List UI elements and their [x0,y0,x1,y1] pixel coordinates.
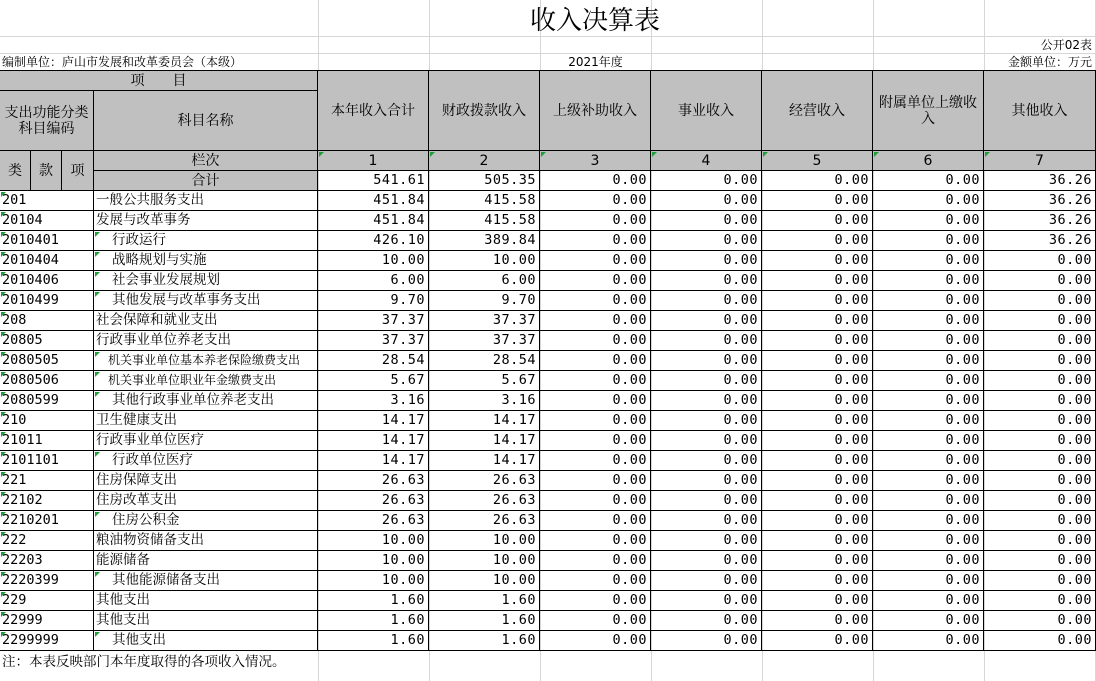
value-cell-5: 0.00 [762,551,873,570]
value-cell-3: 0.00 [540,491,651,510]
value-cell-4: 0.00 [651,571,762,590]
value-cell-3: 0.00 [540,591,651,610]
value-cell-1: 426.10 [318,231,429,250]
column-header-4: 事业收入 [651,71,762,151]
subject-code: 210 [0,411,94,430]
table-row [0,351,1096,371]
value-cell-2: 14.17 [429,451,540,470]
value-cell-3: 0.00 [540,511,651,530]
value-cell-5: 0.00 [762,291,873,310]
subject-name: 发展与改革事务 [94,211,318,230]
subject-name: 其他支出 [94,611,318,630]
subject-code: 221 [0,471,94,490]
subject-code: 222 [0,531,94,550]
report-year: 2021年度 [568,55,623,69]
value-cell-4: 0.00 [651,331,762,350]
subject-name-header: 科目名称 [94,91,318,151]
value-cell-1: 14.17 [318,451,429,470]
value-cell-4: 0.00 [651,531,762,550]
value-cell-2: 5.67 [429,371,540,390]
value-cell-6: 0.00 [873,571,984,590]
value-cell-4: 0.00 [651,451,762,470]
subject-name: 其他能源储备支出 [94,571,318,590]
value-cell-4: 0.00 [651,551,762,570]
total-value-5: 0.00 [762,171,873,190]
value-cell-1: 10.00 [318,531,429,550]
value-cell-1: 10.00 [318,251,429,270]
table-row [0,251,1096,271]
value-cell-1: 28.54 [318,351,429,370]
value-cell-7: 36.26 [984,231,1096,250]
value-cell-2: 415.58 [429,191,540,210]
value-cell-6: 0.00 [873,551,984,570]
table-row [0,311,1096,331]
subject-name: 住房公积金 [94,511,318,530]
value-cell-7: 0.00 [984,551,1096,570]
value-cell-6: 0.00 [873,431,984,450]
value-cell-5: 0.00 [762,491,873,510]
column-header-5: 经营收入 [762,71,873,151]
value-cell-2: 26.63 [429,511,540,530]
value-cell-6: 0.00 [873,531,984,550]
footnote: 注：本表反映部门本年度取得的各项收入情况。 [2,654,286,670]
value-cell-3: 0.00 [540,391,651,410]
value-cell-6: 0.00 [873,371,984,390]
value-cell-7: 36.26 [984,191,1096,210]
column-number-6: 6 [873,151,984,171]
column-header-1: 本年收入合计 [318,71,429,151]
table-row [0,211,1096,231]
value-cell-7: 0.00 [984,491,1096,510]
value-cell-3: 0.00 [540,611,651,630]
value-cell-2: 6.00 [429,271,540,290]
table-row [0,411,1096,431]
value-cell-2: 26.63 [429,471,540,490]
subject-name: 行政事业单位养老支出 [94,331,318,350]
value-cell-2: 389.84 [429,231,540,250]
value-cell-6: 0.00 [873,231,984,250]
column-header-3: 上级补助收入 [540,71,651,151]
subject-name: 行政事业单位医疗 [94,431,318,450]
column-number-7: 7 [984,151,1096,171]
value-cell-1: 10.00 [318,551,429,570]
subject-code: 2010401 [0,231,94,250]
value-cell-4: 0.00 [651,431,762,450]
value-cell-2: 10.00 [429,531,540,550]
column-header-6: 附属单位上缴收入 [873,71,984,151]
value-cell-6: 0.00 [873,351,984,370]
value-cell-5: 0.00 [762,451,873,470]
table-number: 公开02表 [1040,38,1092,52]
value-cell-4: 0.00 [651,591,762,610]
value-cell-1: 37.37 [318,311,429,330]
value-cell-3: 0.00 [540,351,651,370]
value-cell-1: 26.63 [318,491,429,510]
total-value-4: 0.00 [651,171,762,190]
subject-name: 粮油物资储备支出 [94,531,318,550]
value-cell-1: 9.70 [318,291,429,310]
value-cell-3: 0.00 [540,411,651,430]
value-cell-5: 0.00 [762,471,873,490]
value-cell-5: 0.00 [762,531,873,550]
value-cell-3: 0.00 [540,551,651,570]
column-number-label: 栏次 [94,151,318,171]
value-cell-1: 6.00 [318,271,429,290]
value-cell-3: 0.00 [540,431,651,450]
value-cell-1: 26.63 [318,511,429,530]
value-cell-2: 9.70 [429,291,540,310]
value-cell-7: 0.00 [984,351,1096,370]
value-cell-4: 0.00 [651,311,762,330]
value-cell-2: 415.58 [429,211,540,230]
table-row [0,271,1096,291]
subject-code: 208 [0,311,94,330]
value-cell-7: 36.26 [984,211,1096,230]
subject-code: 2010406 [0,271,94,290]
subject-name: 战略规划与实施 [94,251,318,270]
value-cell-4: 0.00 [651,371,762,390]
value-cell-6: 0.00 [873,191,984,210]
value-cell-5: 0.00 [762,411,873,430]
value-cell-7: 0.00 [984,271,1096,290]
value-cell-2: 3.16 [429,391,540,410]
column-number-4: 4 [651,151,762,171]
value-cell-5: 0.00 [762,351,873,370]
value-cell-3: 0.00 [540,231,651,250]
value-cell-3: 0.00 [540,531,651,550]
table-row [0,591,1096,611]
value-cell-1: 1.60 [318,611,429,630]
value-cell-2: 26.63 [429,491,540,510]
value-cell-7: 0.00 [984,411,1096,430]
value-cell-7: 0.00 [984,431,1096,450]
value-cell-2: 14.17 [429,431,540,450]
value-cell-5: 0.00 [762,611,873,630]
value-cell-2: 14.17 [429,411,540,430]
value-cell-4: 0.00 [651,391,762,410]
column-number-3: 3 [540,151,651,171]
subject-code: 20104 [0,211,94,230]
total-value-2: 505.35 [429,171,540,190]
value-cell-6: 0.00 [873,631,984,650]
table-row [0,511,1096,531]
total-row [0,171,1096,191]
table-row [0,571,1096,591]
subject-code: 20805 [0,331,94,350]
value-cell-2: 10.00 [429,571,540,590]
total-value-1: 541.61 [318,171,429,190]
value-cell-1: 37.37 [318,331,429,350]
value-cell-4: 0.00 [651,211,762,230]
subject-name: 其他发展与改革事务支出 [94,291,318,310]
value-cell-7: 0.00 [984,571,1096,590]
value-cell-4: 0.00 [651,491,762,510]
value-cell-6: 0.00 [873,251,984,270]
value-cell-7: 0.00 [984,531,1096,550]
value-cell-4: 0.00 [651,291,762,310]
value-cell-6: 0.00 [873,491,984,510]
value-cell-2: 1.60 [429,591,540,610]
value-cell-2: 1.60 [429,611,540,630]
value-cell-5: 0.00 [762,251,873,270]
value-cell-1: 5.67 [318,371,429,390]
value-cell-3: 0.00 [540,631,651,650]
value-cell-5: 0.00 [762,391,873,410]
amount-unit: 金额单位：万元 [1007,55,1092,69]
value-cell-4: 0.00 [651,251,762,270]
value-cell-7: 0.00 [984,471,1096,490]
value-cell-1: 10.00 [318,571,429,590]
value-cell-1: 14.17 [318,411,429,430]
xiang-header: 项 [62,151,94,191]
value-cell-4: 0.00 [651,271,762,290]
subject-code: 2101101 [0,451,94,470]
subject-code: 22102 [0,491,94,510]
value-cell-4: 0.00 [651,351,762,370]
table-row [0,191,1096,211]
value-cell-3: 0.00 [540,571,651,590]
reporting-unit: 编制单位：庐山市发展和改革委员会（本级） [2,55,243,69]
column-header-7: 其他收入 [984,71,1096,151]
value-cell-5: 0.00 [762,331,873,350]
value-cell-2: 10.00 [429,251,540,270]
column-number-2: 2 [429,151,540,171]
total-value-6: 0.00 [873,171,984,190]
value-cell-6: 0.00 [873,471,984,490]
value-cell-6: 0.00 [873,311,984,330]
value-cell-6: 0.00 [873,611,984,630]
column-header-2: 财政拨款收入 [429,71,540,151]
value-cell-2: 1.60 [429,631,540,650]
subject-name: 机关事业单位基本养老保险缴费支出 [94,351,318,370]
table-row [0,551,1096,571]
value-cell-3: 0.00 [540,311,651,330]
table-row [0,291,1096,311]
subject-name: 行政运行 [94,231,318,250]
value-cell-4: 0.00 [651,631,762,650]
gridline [0,53,1096,54]
value-cell-1: 451.84 [318,211,429,230]
subject-code: 2299999 [0,631,94,650]
subject-code: 21011 [0,431,94,450]
value-cell-3: 0.00 [540,291,651,310]
value-cell-7: 0.00 [984,291,1096,310]
value-cell-7: 0.00 [984,451,1096,470]
table-row [0,231,1096,251]
item-group-header: 项 目 [0,71,318,91]
value-cell-5: 0.00 [762,631,873,650]
subject-name: 其他支出 [94,591,318,610]
subject-code: 22203 [0,551,94,570]
value-cell-2: 37.37 [429,331,540,350]
value-cell-4: 0.00 [651,611,762,630]
value-cell-1: 1.60 [318,591,429,610]
value-cell-5: 0.00 [762,371,873,390]
value-cell-1: 451.84 [318,191,429,210]
value-cell-6: 0.00 [873,511,984,530]
value-cell-1: 26.63 [318,471,429,490]
value-cell-3: 0.00 [540,331,651,350]
value-cell-5: 0.00 [762,211,873,230]
value-cell-3: 0.00 [540,371,651,390]
value-cell-4: 0.00 [651,471,762,490]
subject-code: 22999 [0,611,94,630]
table-row [0,611,1096,631]
column-number-5: 5 [762,151,873,171]
value-cell-2: 28.54 [429,351,540,370]
value-cell-4: 0.00 [651,191,762,210]
table-row [0,491,1096,511]
value-cell-7: 0.00 [984,391,1096,410]
value-cell-4: 0.00 [651,411,762,430]
subject-code: 2220399 [0,571,94,590]
value-cell-7: 0.00 [984,251,1096,270]
subject-name: 社会保障和就业支出 [94,311,318,330]
value-cell-3: 0.00 [540,211,651,230]
value-cell-3: 0.00 [540,251,651,270]
value-cell-6: 0.00 [873,331,984,350]
value-cell-6: 0.00 [873,291,984,310]
table-row [0,531,1096,551]
value-cell-1: 14.17 [318,431,429,450]
subject-code: 229 [0,591,94,610]
total-row-label: 合计 [94,171,318,191]
value-cell-6: 0.00 [873,391,984,410]
subject-code: 2010404 [0,251,94,270]
table-row [0,391,1096,411]
kuan-header: 款 [31,151,62,191]
subject-name: 住房保障支出 [94,471,318,490]
value-cell-1: 3.16 [318,391,429,410]
subject-name: 行政单位医疗 [94,451,318,470]
subject-code: 201 [0,191,94,210]
value-cell-3: 0.00 [540,191,651,210]
subject-name: 社会事业发展规划 [94,271,318,290]
table-row [0,371,1096,391]
subject-code: 2080506 [0,371,94,390]
value-cell-6: 0.00 [873,451,984,470]
value-cell-5: 0.00 [762,191,873,210]
table-row [0,431,1096,451]
total-value-3: 0.00 [540,171,651,190]
value-cell-3: 0.00 [540,451,651,470]
page-title: 收入决算表 [529,6,660,36]
subject-code: 2080599 [0,391,94,410]
value-cell-2: 37.37 [429,311,540,330]
value-cell-4: 0.00 [651,231,762,250]
subject-name: 能源储备 [94,551,318,570]
table-row [0,451,1096,471]
table-row [0,471,1096,491]
subject-name: 住房改革支出 [94,491,318,510]
table-row [0,331,1096,351]
value-cell-7: 0.00 [984,591,1096,610]
value-cell-5: 0.00 [762,591,873,610]
value-cell-5: 0.00 [762,571,873,590]
value-cell-7: 0.00 [984,311,1096,330]
value-cell-5: 0.00 [762,271,873,290]
subject-name: 其他行政事业单位养老支出 [94,391,318,410]
value-cell-7: 0.00 [984,611,1096,630]
value-cell-6: 0.00 [873,411,984,430]
value-cell-5: 0.00 [762,311,873,330]
value-cell-3: 0.00 [540,471,651,490]
code-group-header: 支出功能分类科目编码 [0,91,94,151]
value-cell-1: 1.60 [318,631,429,650]
subject-name: 其他支出 [94,631,318,650]
total-value-7: 36.26 [984,171,1096,190]
column-number-1: 1 [318,151,429,171]
value-cell-7: 0.00 [984,631,1096,650]
value-cell-7: 0.00 [984,371,1096,390]
value-cell-4: 0.00 [651,511,762,530]
subject-code: 2210201 [0,511,94,530]
subject-name: 一般公共服务支出 [94,191,318,210]
subject-name: 机关事业单位职业年金缴费支出 [94,371,318,390]
value-cell-6: 0.00 [873,591,984,610]
value-cell-6: 0.00 [873,211,984,230]
value-cell-5: 0.00 [762,431,873,450]
table-row [0,631,1096,651]
subject-name: 卫生健康支出 [94,411,318,430]
value-cell-5: 0.00 [762,511,873,530]
lei-header: 类 [0,151,31,191]
value-cell-2: 10.00 [429,551,540,570]
value-cell-7: 0.00 [984,331,1096,350]
subject-code: 2080505 [0,351,94,370]
subject-code: 2010499 [0,291,94,310]
value-cell-7: 0.00 [984,511,1096,530]
value-cell-5: 0.00 [762,231,873,250]
value-cell-6: 0.00 [873,271,984,290]
value-cell-3: 0.00 [540,271,651,290]
